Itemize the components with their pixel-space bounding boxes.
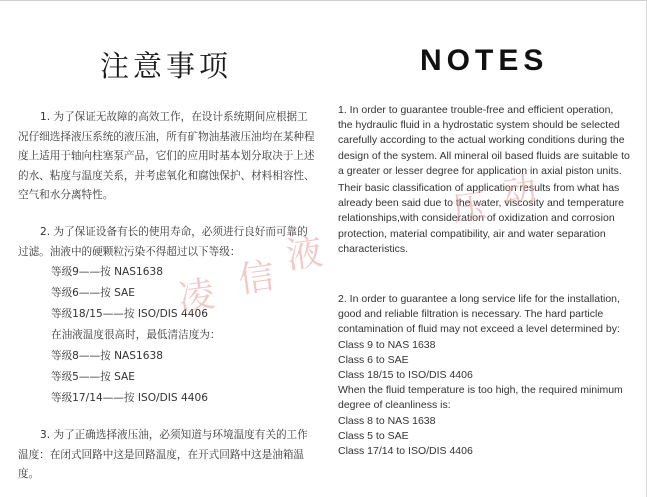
en-class-list <box>338 338 630 460</box>
en-class-item: Class 18/15 to ISO/DIS 4406 <box>338 369 473 382</box>
watermark-char: 信 <box>235 255 278 302</box>
watermark-char: 压 <box>449 185 490 231</box>
en-high-temp-note: When the fluid temperature is too high, the required minimum degree of cleanliness is: <box>338 384 623 412</box>
cn-class-list <box>18 262 318 409</box>
watermark-char: 液 <box>283 231 326 278</box>
cn-class-item: 等级8——按 NAS1638 <box>51 350 163 363</box>
cn-class-item: 等级6——按 SAE <box>51 287 135 300</box>
title-english: NOTES <box>420 44 549 77</box>
en-note-1: 1. In order to guarantee trouble-free and efficient operation, the hydraulic fluid in a hydrostatic system should be selected carefully according to the actual working conditions during the design of the system. All mineral oil based fluids are suitable to a greater or lesser degree for application in axial piston units. <box>338 104 630 177</box>
en-class-item: Class 9 to NAS 1638 <box>338 338 436 351</box>
chinese-column <box>18 108 318 485</box>
en-class-item: Class 17/14 to ISO/DIS 4406 <box>338 445 473 458</box>
watermark-char: 凌 <box>175 273 218 320</box>
en-class-item: Class 6 to SAE <box>338 353 409 366</box>
cn-class-item: 等级17/14——按 ISO/DIS 4406 <box>51 392 208 405</box>
cn-note-2: 2. 为了保证设备有长的使用寿命，必须进行良好而可靠的过滤。油液中的硬颗粒污染不得超过以下等级： <box>18 225 308 258</box>
cn-note-3: 3. 为了正确选择液压油，必须知道与环境温度有关的工作温度：在闭式回路中这是回路温度，在开式回路中这是油箱温度。 <box>18 429 308 481</box>
page-top-border <box>0 0 647 1</box>
cn-class-item: 等级9——按 NAS1638 <box>51 266 163 279</box>
en-note-1-cont: Their basic classification of application results from what has already been said due to the water, viscosity and temperature relationships,with consideration of oxidization and corrosion protection, material compatibility, air and water separation characteristics. <box>338 182 625 255</box>
english-column <box>338 103 630 459</box>
title-chinese: 注意事项 <box>100 49 233 83</box>
en-class-item: Class 5 to SAE <box>338 429 409 442</box>
cn-class-item: 等级18/15——按 ISO/DIS 4406 <box>51 308 208 321</box>
watermark-char: 动 <box>499 169 540 215</box>
cn-class-item: 等级5——按 SAE <box>51 371 135 384</box>
en-note-2: 2. In order to guarantee a long service life for the installation, good and reliable filtration is necessary. The hard particle contamination of fluid may not exceed a level determined by: <box>338 293 620 336</box>
en-class-item: Class 8 to NAS 1638 <box>338 414 436 427</box>
cn-high-temp-note: 在油液温度很高时，最低清洁度为： <box>51 329 221 342</box>
cn-note-1: 1. 为了保证无故障的高效工作，在设计系统期间应根据工况仔细选择液压系统的液压油，所有矿物油基液压油均在某种程度上适用于轴向柱塞泵产品，它们的应用时基本划分取决于上述的水、粘度与温度关系，并考虑氧化和腐蚀保护、材料相容性、空气和水分离特性。 <box>18 111 315 202</box>
